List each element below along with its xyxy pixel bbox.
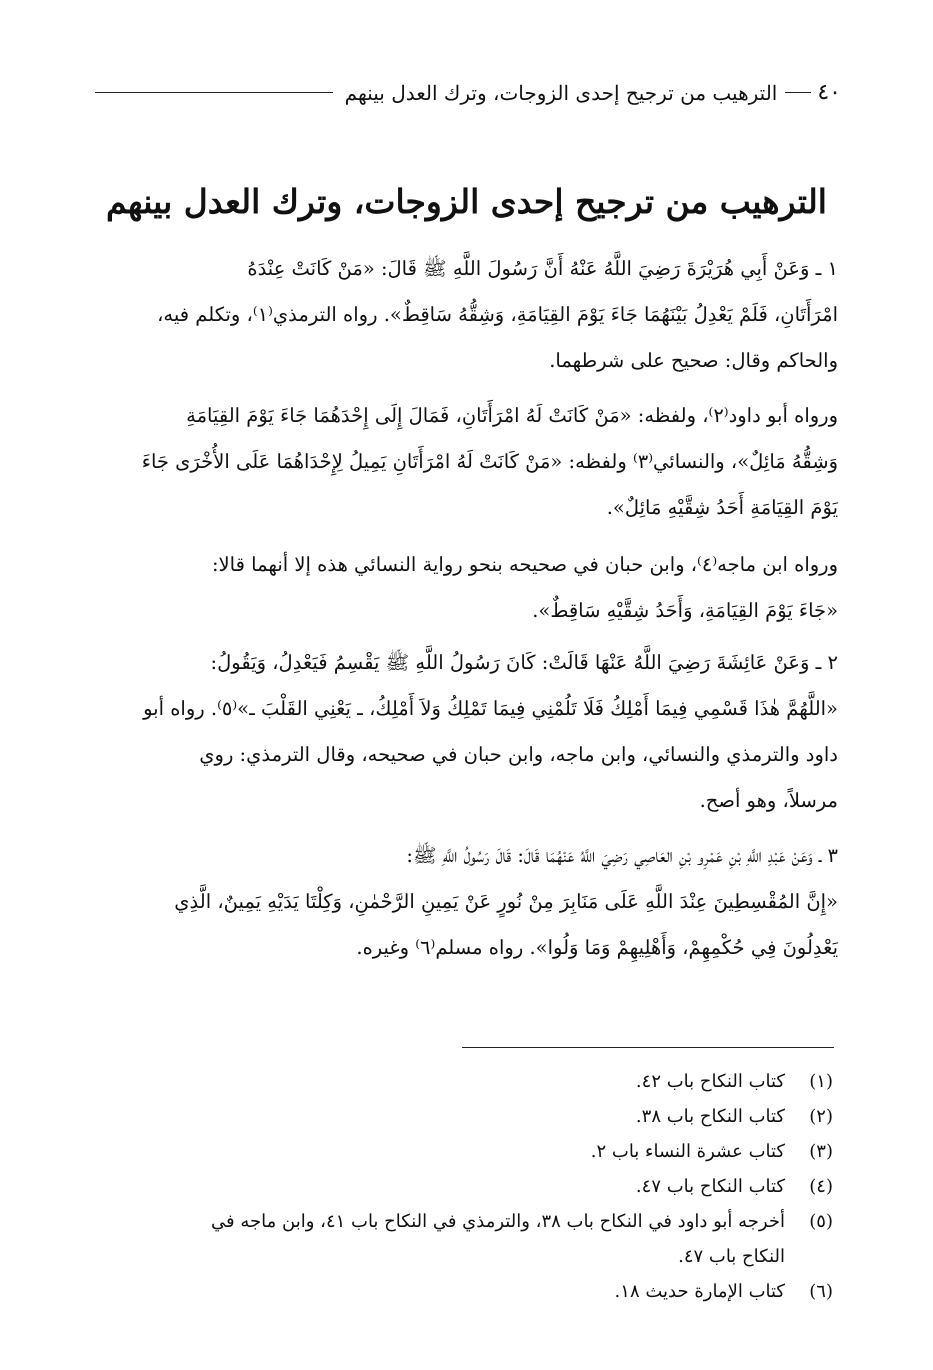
footnote-text: كتاب النكاح باب ٤٢. [635,1071,785,1092]
text-line: يَعْدِلُونَ فِي حُكْمِهِمْ، وَأَهْلِيهِمْ وَمَا وَلُوا». رواه مسلم⁽٦⁾ وغيره. [356,936,838,959]
footnote-item [95,1064,833,1099]
text-line: يَوْمَ القِيَامَةِ أَحَدُ شِقَّيْهِ مَائِلٌ». [606,496,838,519]
page-header [95,80,841,105]
paragraph-2 [95,393,838,531]
footnotes [95,1064,833,1309]
text-line: «اللَّهُمَّ هٰذَا قَسْمِي فِيمَا أَمْلِكُ فَلَا تَلُمْنِي فِيمَا تَمْلِكُ وَلاَ أَمْلِكُ، ـ يَعْنِي القَلْبَ ـ»⁽٥⁾. رواه أبو [143,697,838,720]
text-line: ٣ ـ وَعَنْ عَبْدِ اللَّهِ بْنِ عَمْرِو بْنِ العَاصِي رَضِيَ اللَّهُ عَنْهُمَا قَالَ: قَالَ رَسُولُ اللَّهِ ﷺ: [406,844,838,867]
footnote-text: كتاب عشرة النساء باب ٢. [590,1141,785,1162]
chapter-title: الترهيب من ترجيح إحدى الزوجات، وترك العدل بينهم [106,182,827,221]
footnote-line: أخرجه أبو داود في النكاح باب ٣٨، والترمذي في النكاح باب ٤١، وابن ماجه في [211,1211,785,1232]
footnote-number: (٣) [809,1141,833,1162]
text-line: مرسلاً، وهو أصح. [699,789,838,812]
text-line: وَشِقُّهُ مَائِلٌ»، والنسائي⁽٣⁾ ولفظه: «مَنْ كَانَتْ لَهُ امْرَأَتَانِ يَمِيلُ لِإِحْدَاهُمَا عَلَى الأُخْرَى جَاءَ [141,450,838,473]
footnote-item [95,1099,833,1134]
text-line: والحاكم وقال: صحيح على شرطهما. [549,349,838,372]
footnote-number: (١) [809,1071,833,1092]
running-title: الترهيب من ترجيح إحدى الزوجات، وترك العدل بينهم [344,80,778,105]
footnote-number: (٦) [809,1281,833,1302]
header-rule-short [785,92,811,93]
footnote-item [95,1134,833,1169]
text-line: «إِنَّ المُقْسِطِينَ عِنْدَ اللَّهِ عَلَى مَنَابِرَ مِنْ نُورٍ عَنْ يَمِينِ الرَّحْمٰنِ، وَكِلْتَا يَدَيْهِ يَمِينٌ، الَّذِي [174,890,838,913]
footnote-item [95,1169,833,1204]
text-line: «جَاءَ يَوْمَ القِيَامَةِ، وَأَحَدُ شِقَّيْهِ سَاقِطٌ». [532,599,838,622]
footnote-text [95,1204,785,1274]
paragraph-1 [95,246,838,384]
paragraph-3 [95,542,838,634]
paragraph-4 [95,640,838,824]
footnote-text: كتاب النكاح باب ٣٨. [635,1106,785,1127]
footnote-item [95,1204,833,1274]
text-line: داود والترمذي والنسائي، وابن ماجه، وابن حبان في صحيحه، وقال الترمذي: روي [199,743,838,766]
footnote-number: (٢) [809,1106,833,1127]
header-rule-long [95,92,333,93]
footnote-number: (٥) [809,1211,833,1232]
text-line: ١ ـ وَعَنْ أَبِي هُرَيْرَةَ رَضِيَ اللَّهُ عَنْهُ أَنَّ رَسُولَ اللَّهِ ﷺ قَالَ: «مَنْ كَانَتْ عِنْدَهُ [247,257,838,280]
footnote-text: كتاب النكاح باب ٤٧. [635,1176,785,1197]
text-line: ورواه ابن ماجه⁽٤⁾، وابن حبان في صحيحه بنحو رواية النسائي هذه إلا أنهما قالا: [211,553,838,576]
footnote-text: كتاب الإمارة حديث ١٨. [614,1281,785,1302]
footnote-item [95,1274,833,1309]
text-line: امْرَأَتَانِ، فَلَمْ يَعْدِلُ بَيْنَهُمَا جَاءَ يَوْمَ القِيَامَةِ، وَشِقُّهُ سَاقِطٌ». رواه الترمذي⁽١⁾، وتكلم فيه، [157,303,838,326]
text-line: ٢ ـ وَعَنْ عَائِشَةَ رَضِيَ اللَّهُ عَنْهَا قَالَتْ: كَانَ رَسُولُ اللَّهِ ﷺ يَقْسِمُ فَيَعْدِلُ، وَيَقُولُ: [210,651,838,674]
page-number: ٤٠ [817,80,841,105]
footnote-separator [462,1047,834,1048]
text-line: ورواه أبو داود⁽٢⁾، ولفظه: «مَنْ كَانَتْ لَهُ امْرَأَتَانِ، فَمَالَ إِلَى إِحْدَهُمَا جَاءَ يَوْمَ القِيَامَةِ [186,404,838,427]
footnote-line: النكاح باب ٤٧. [678,1246,785,1267]
footnote-number: (٤) [809,1176,833,1197]
paragraph-5 [95,833,838,971]
